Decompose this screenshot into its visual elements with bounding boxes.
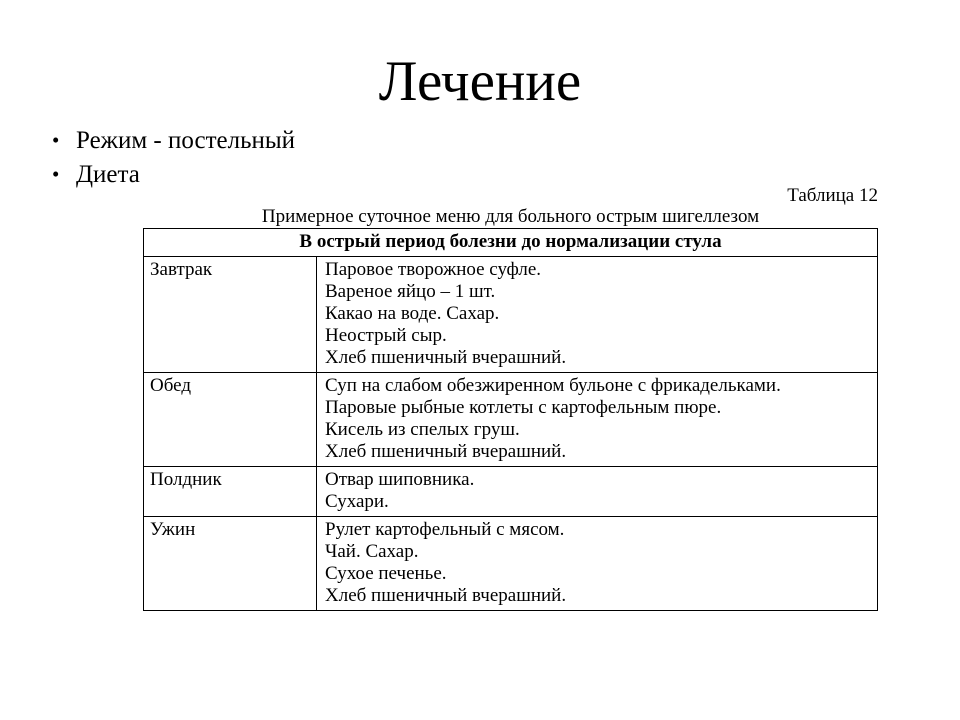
table-row-lunch [144,373,878,467]
menu-item-line: Сухари. [325,491,389,512]
bullet-dot-icon: • [52,162,60,186]
menu-item-line: Хлеб пшеничный вчерашний. [325,585,567,606]
bullet-dot-icon: • [52,128,60,152]
menu-item-line: Неострый сыр. [325,325,447,346]
menu-item-line: Отвар шиповника. [325,469,475,490]
menu-item-line: Паровые рыбные котлеты с картофельным пюре. [325,397,722,418]
meal-cell: Полдник [144,467,317,517]
menu-item-line: Кисель из спелых груш. [325,419,520,440]
table-header: В острый период болезни до нормализации стула [144,229,878,257]
bullet-item [50,124,295,158]
slide-title: Лечение [378,50,582,113]
bullet-item [50,158,295,192]
table-number-label: Таблица 12 [787,185,878,206]
menu-item-line: Рулет картофельный с мясом. [325,519,565,540]
menu-item-line: Суп на слабом обезжиренном бульоне с фрикадельками. [325,375,781,396]
bullet-list [50,124,295,192]
meal-cell: Обед [144,373,317,467]
meal-cell: Ужин [144,517,317,611]
menu-item-line: Хлеб пшеничный вчерашний. [325,347,567,368]
table-row-breakfast [144,257,878,373]
table-caption: Примерное суточное меню для больного острым шигеллезом [261,206,760,227]
menu-item-line: Вареное яйцо – 1 шт. [325,281,496,302]
meal-cell: Завтрак [144,257,317,373]
items-cell [317,517,878,611]
table-header-row [144,229,878,257]
items-cell [317,373,878,467]
items-cell [317,467,878,517]
items-cell [317,257,878,373]
table-row-dinner [144,517,878,611]
menu-item-line: Сухое печенье. [325,563,447,584]
menu-item-line: Чай. Сахар. [325,541,419,562]
bullet-item-label: Режим - постельный [76,127,296,154]
menu-table [143,228,878,611]
table-row-afternoon-snack [144,467,878,517]
menu-item-line: Паровое творожное суфле. [325,259,542,280]
menu-item-line: Хлеб пшеничный вчерашний. [325,441,567,462]
bullet-item-label: Диета [76,161,140,188]
menu-item-line: Какао на воде. Сахар. [325,303,500,324]
